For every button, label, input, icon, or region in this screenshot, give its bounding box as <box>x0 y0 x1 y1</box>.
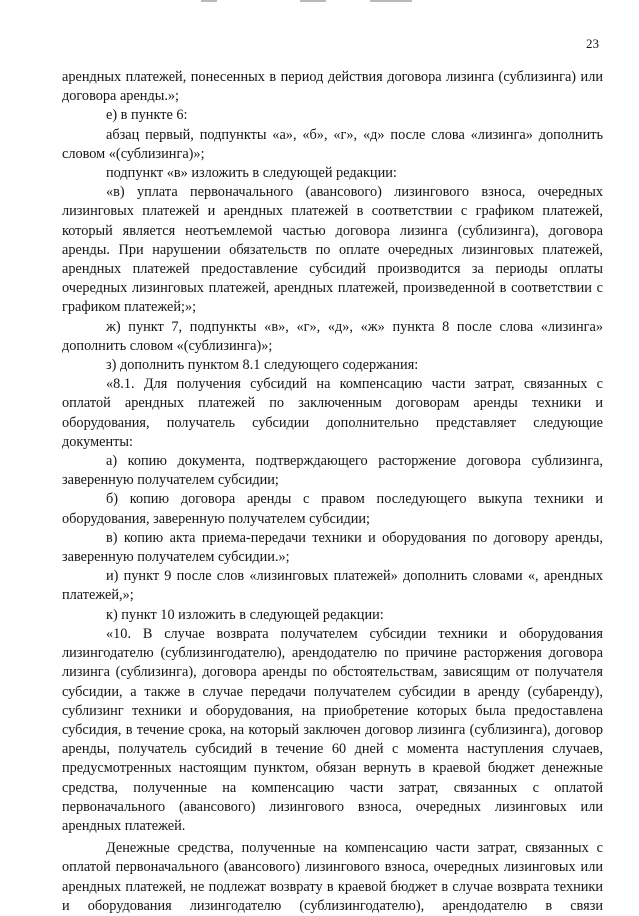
paragraph: б) копию договора аренды с правом последующего выкупа техники и оборудования, заверенную получателем субсидии; <box>62 491 603 527</box>
scan-mark <box>370 0 412 2</box>
paragraph: «8.1. Для получения субсидий на компенсацию части затрат, связанных с оплатой арендных платежей по заключенным договорам аренды техники и оборудования, получатель субсидии дополнительно представляет следующие документы: <box>62 376 603 450</box>
paragraph: Денежные средства, полученные на компенсацию части затрат, связанных с оплатой первоначального (авансового) лизингового взноса, очередных лизинговых или арендных платежей, не подлежат возврату в краевой бюджет в случае возврата техники и оборудования лизингодателю (сублизингодателю), арендодателю в связи <box>62 840 603 914</box>
paragraph: «в) уплата первоначального (авансового) лизингового взноса, очередных лизинговых платежей и арендных платежей в соответствии с графиком платежей, который является неотъемлемой частью договора лизинга (сублизинга), договора аренды. При нарушении обязательств по оплате очередных лизинговых платежей, арендных платежей предоставление субсидий производится за периоды оплаты очередных лизинговых платежей, арендных платежей, произведенной в соответствии с графиком платежей;»; <box>62 184 603 316</box>
paragraph: арендных платежей, понесенных в период действия договора лизинга (сублизинга) или договора аренды.»; <box>62 69 603 105</box>
paragraph: к) пункт 10 изложить в следующей редакции: <box>106 606 384 623</box>
scan-mark <box>201 0 217 2</box>
paragraph: в) копию акта приема-передачи техники и оборудования по договору аренды, заверенную получателем субсидии.»; <box>62 529 603 566</box>
paragraph: подпункт «в» изложить в следующей редакции: <box>106 165 397 182</box>
paragraph: и) пункт 9 после слов «лизинговых платежей» дополнить словами «, арендных платежей,»; <box>62 568 603 604</box>
paragraph: а) копию документа, подтверждающего расторжение договора сублизинга, заверенную получателем субсидии; <box>62 453 603 489</box>
paragraph: з) дополнить пунктом 8.1 следующего содержания: <box>106 357 419 374</box>
paragraph: «10. В случае возврата получателем субсидии техники и оборудования лизингодателю (сублизингодателю), арендодателю по причине расторжения договора лизинга (сублизинга), договора аренды по обстоятельствам, зависящим от получателя субсидии, а также в случае передачи получателем субсидии в аренду (субаренду), сублизинг техники и оборудования, на приобретение которых была предоставлена субсидия, в течение срока, на который заключен договор лизинга (сублизинга), договор аренды, получатель субсидий в течение 60 дней с момента наступления случаев, предусмотренных настоящим пунктом, обязан вернуть в краевой бюджет денежные средства, полученные на компенсацию части затрат, связанных с оплатой первоначального (авансового) лизингового взноса, очередных лизинговых или арендных платежей. <box>62 625 603 834</box>
paragraph: абзац первый, подпункты «а», «б», «г», «д» после слова «лизинга» дополнить словом «(сублизинга)»; <box>62 126 603 162</box>
document-body <box>62 68 603 916</box>
page-number: 23 <box>586 36 599 51</box>
paragraph: ж) пункт 7, подпункты «в», «г», «д», «ж» пункта 8 после слова «лизинга» дополнить словом «(сублизинга)»; <box>62 318 603 354</box>
paragraph: е) в пункте 6: <box>106 107 188 124</box>
scan-mark <box>300 0 326 2</box>
